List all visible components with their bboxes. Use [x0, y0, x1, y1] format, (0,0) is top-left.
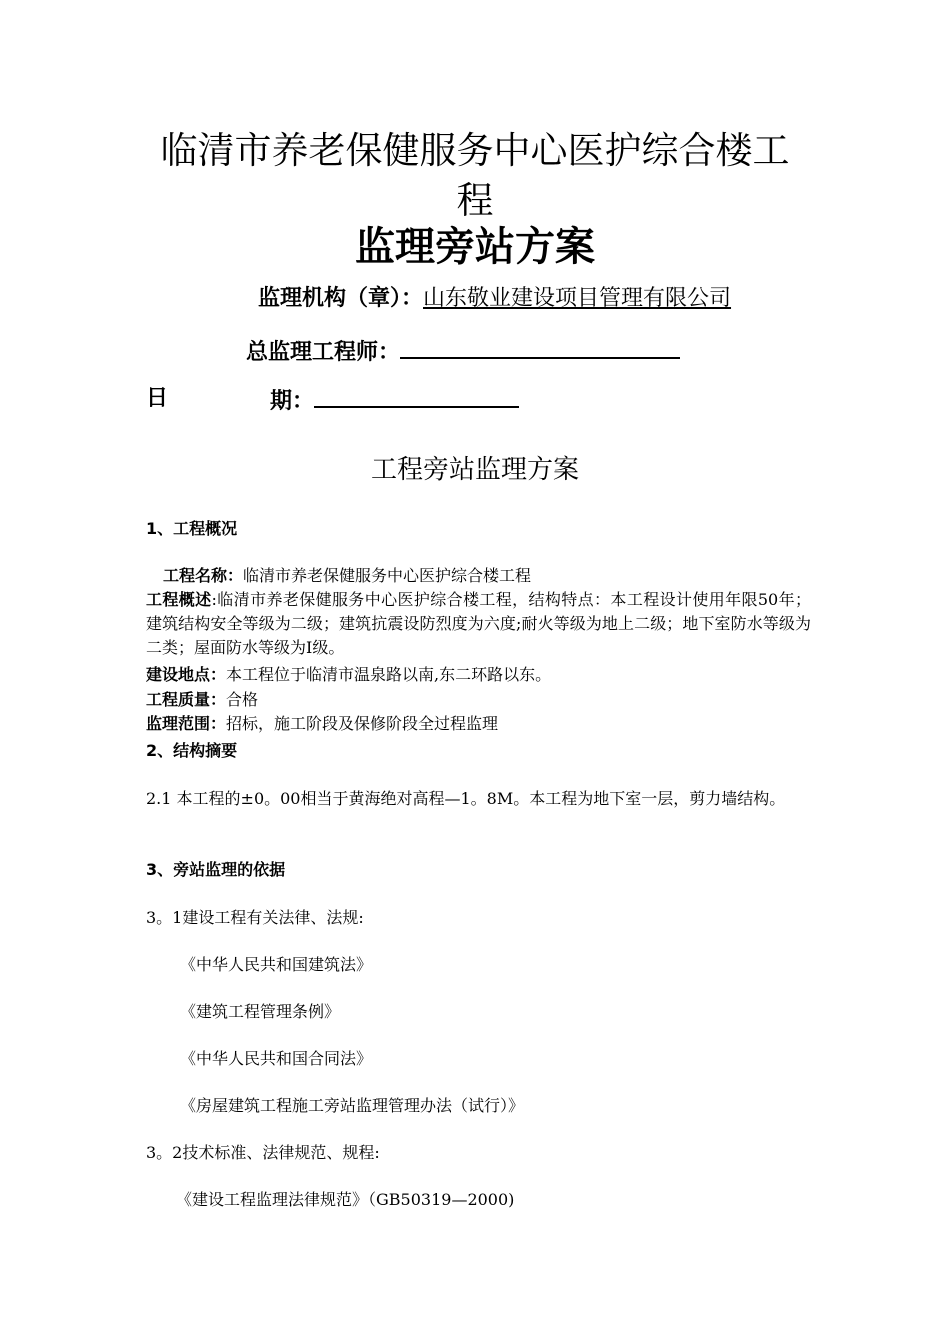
section-1-title: 1、工程概况 [146, 519, 238, 538]
date-line [270, 384, 519, 417]
document-subtitle: 监理旁站方案 [355, 224, 595, 270]
project-name-line [163, 564, 531, 588]
date-label-2: 期： [270, 389, 315, 414]
org-line [258, 284, 731, 314]
org-label: 监理机构（章）： [258, 286, 424, 311]
project-name-label: 工程名称： [163, 566, 244, 585]
chief-engineer-label: 总监理工程师： [246, 340, 401, 365]
project-name-value: 临清市养老保健服务中心医护综合楼工程 [243, 566, 532, 585]
project-overview-value: :临清市养老保健服务中心医护综合楼工程，结构特点：本工程设计使用年限50年；建筑结构安全等级为二级；建筑抗震设防烈度为六度;耐火等级为地上二级；地下室防水等级为二类；屋面防水等级为Ⅰ级。 [146, 590, 811, 657]
section-3-2: 3。2技术标准、法律规范、规程: [146, 1143, 380, 1162]
site-label: 建设地点： [146, 665, 227, 684]
scope-label: 监理范围： [146, 714, 227, 733]
chief-engineer-line [246, 335, 680, 368]
site-value: 本工程位于临清市温泉路以南,东二环路以东。 [226, 665, 552, 684]
chief-engineer-blank [400, 335, 680, 359]
org-value: 山东敬业建设项目管理有限公司 [423, 286, 732, 311]
section-3-1: 3。1建设工程有关法律、法规: [146, 908, 364, 927]
document-title-line2: 程 [456, 179, 494, 222]
law-item: 《中华人民共和国合同法》 [180, 1049, 373, 1068]
scope-value: 招标，施工阶段及保修阶段全过程监理 [226, 714, 499, 733]
law-item: 《房屋建筑工程施工旁站监理管理办法（试行）》 [180, 1096, 525, 1115]
law-item: 《中华人民共和国建筑法》 [180, 955, 373, 974]
section-2-title: 2、结构摘要 [146, 741, 238, 760]
document-title-line1: 临清市养老保健服务中心医护综合楼工 [160, 129, 790, 172]
quality-line [146, 688, 258, 712]
section-2-paragraph: 2.1 本工程的±0。00相当于黄海绝对高程—1。8M。本工程为地下室一层，剪力墙结构。 [146, 789, 786, 808]
site-line [146, 663, 551, 687]
standard-item: 《建设工程监理法律规范》（GB50319—2000) [176, 1190, 515, 1209]
section-heading: 工程旁站监理方案 [370, 455, 579, 485]
law-item: 《建筑工程管理条例》 [180, 1002, 341, 1021]
quality-label: 工程质量： [146, 690, 227, 709]
quality-value: 合格 [226, 690, 259, 709]
date-label-1: 日 [146, 386, 169, 411]
project-overview [146, 588, 811, 660]
project-overview-label: 工程概述 [146, 590, 212, 609]
scope-line [146, 712, 498, 736]
section-3-title: 3、旁站监理的依据 [146, 860, 286, 879]
date-blank [314, 384, 519, 408]
